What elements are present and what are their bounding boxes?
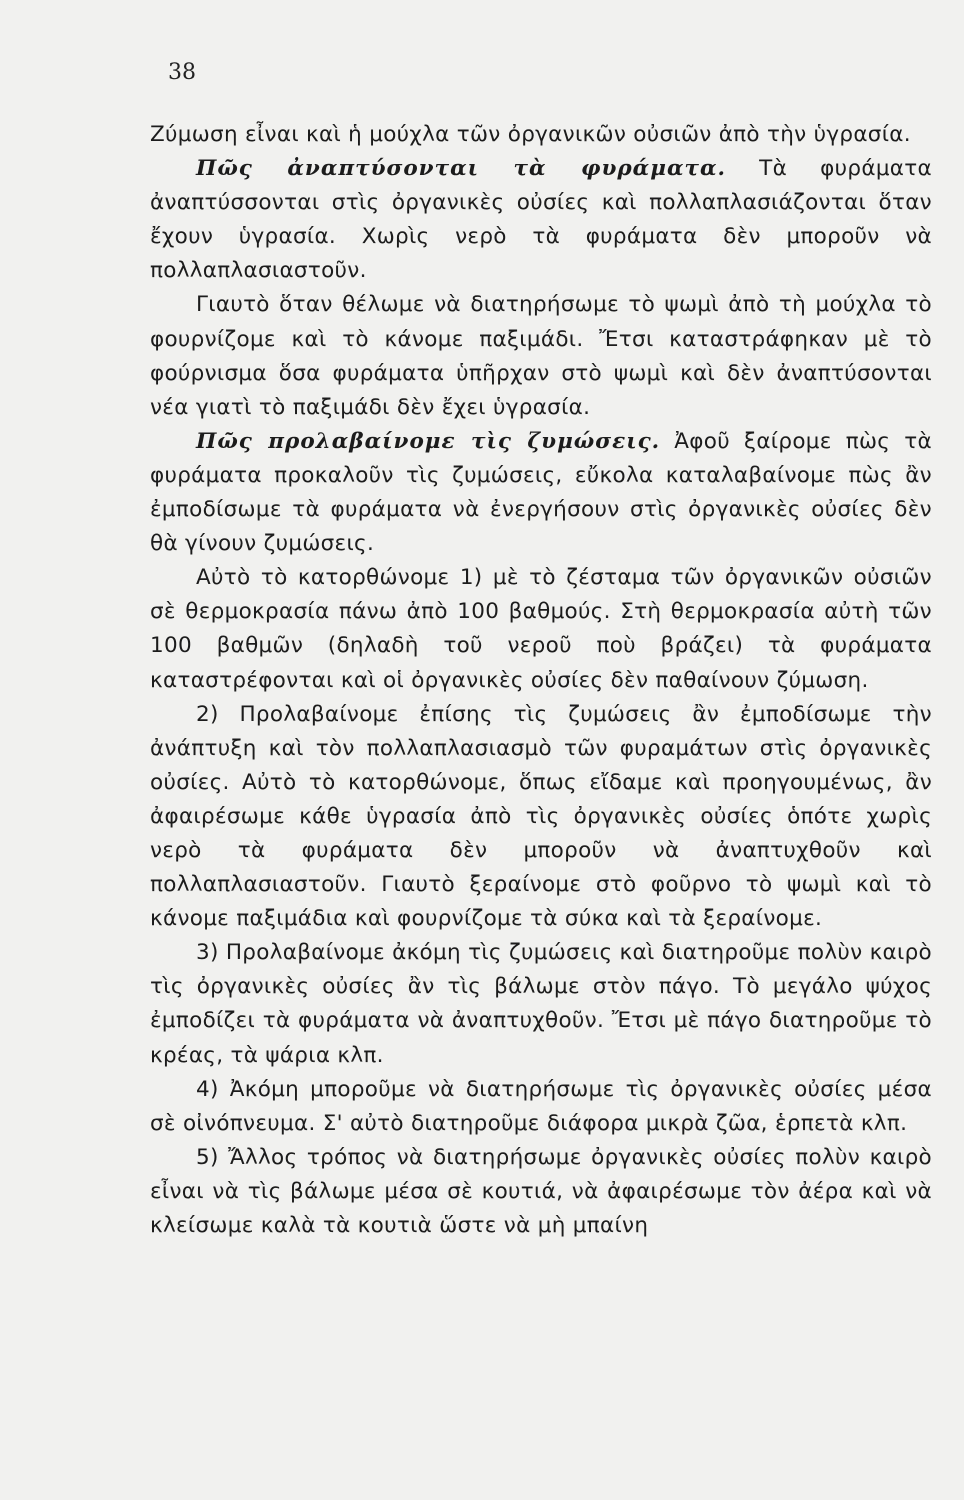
paragraph-bread [150, 288, 932, 424]
paragraph-point-2 [150, 698, 932, 937]
paragraph-text: Γιαυτὸ ὅταν θέλωμε νὰ διατηρήσωμε τὸ ψωμὶ ἀπὸ τὴ μούχλα τὸ φουρνίζομε καὶ τὸ κάνομε παξιμάδι. Ἔτσι καταστράφηκαν μὲ τὸ φούρνισμα ὅσα φυράματα ὑπῆρχαν στὸ ψωμὶ καὶ δὲν ἀναπτύσονται νέα γιατὶ τὸ παξιμάδι δὲν ἔχει ὑγρασία. [150, 292, 932, 420]
paragraph-text: Ἀφοῦ ξαίρομε πὼς τὰ φυράματα προκαλοῦν τὶς ζυμώσεις, εὔκολα καταλαβαίνομε πὼς ἂν ἐμποδίσωμε τὰ φυράματα νὰ ἐνεργήσουν στὶς ὀργανικὲς οὐσίες δὲν θὰ γίνουν ζυμώσεις. [150, 428, 933, 557]
paragraph-text: Τὰ φυράματα ἀναπτύσσονται στὶς ὀργανικὲς οὐσίες καὶ πολλαπλασιάζονται ὅταν ἔχουν ὑγρασία. Χωρὶς νερὸ τὰ φυράματα δὲν μποροῦν νὰ πολλαπλασιαστοῦν. [150, 156, 932, 284]
paragraph-text: 4) Ἀκόμη μποροῦμε νὰ διατηρήσωμε τὶς ὀργανικὲς οὐσίες μέσα σὲ οἰνόπνευμα. Σ' αὐτὸ διατηροῦμε διάφορα μικρὰ ζῶα, ἑρπετὰ κλπ. [150, 1076, 932, 1136]
paragraph-point-5 [150, 1141, 932, 1243]
paragraph-point-3 [150, 936, 932, 1072]
paragraph-point-4 [150, 1073, 932, 1141]
paragraph-text: Ζύμωση εἶναι καὶ ἡ μούχλα τῶν ὀργανικῶν οὐσιῶν ἀπὸ τὴν ὑγρασία. [150, 122, 911, 147]
paragraph-intro [150, 118, 932, 152]
paragraph-text: Αὐτὸ τὸ κατορθώνομε 1) μὲ τὸ ζέσταμα τῶν ὀργανικῶν οὐσιῶν σὲ θερμοκρασία πάνω ἀπὸ 100 βαθμούς. Στὴ θερμοκρασία αὐτὴ τῶν 100 βαθμῶν (δηλαδὴ τοῦ νεροῦ ποὺ βράζει) τὰ φυράματα καταστρέφονται καὶ οἱ ὀργανικὲς οὐσίες δὲν παθαίνουν ζύμωση. [150, 565, 932, 693]
section-heading: Πῶς ἀναπτύσονται τὰ φυράματα. [196, 156, 726, 182]
paragraph-enzymes-growth [150, 152, 932, 288]
paragraph-prevention [150, 425, 932, 561]
body-text [150, 118, 932, 1243]
page-number: 38 [168, 60, 196, 85]
section-heading: Πῶς προλαβαίνομε τὶς ζυμώσεις. [196, 428, 661, 454]
paragraph-text: 5) Ἄλλος τρόπος νὰ διατηρήσωμε ὀργανικὲς οὐσίες πολὺν καιρὸ εἶναι νὰ τὶς βάλωμε μέσα σὲ κουτιά, νὰ ἀφαιρέσωμε τὸν ἀέρα καὶ νὰ κλείσωμε καλὰ τὰ κουτιὰ ὥστε νὰ μὴ μπαίνη [150, 1144, 932, 1238]
paragraph-point-1 [150, 561, 932, 697]
paragraph-text: 3) Προλαβαίνομε ἀκόμη τὶς ζυμώσεις καὶ διατηροῦμε πολὺν καιρὸ τὶς ὀργανικὲς οὐσίες ἂν τὶς βάλωμε στὸν πάγο. Τὸ μεγάλο ψύχος ἐμποδίζει τὰ φυράματα νὰ ἀναπτυχθοῦν. Ἔτσι μὲ πάγο διατηροῦμε τὸ κρέας, τὰ ψάρια κλπ. [150, 940, 932, 1068]
paragraph-text: 2) Προλαβαίνομε ἐπίσης τὶς ζυμώσεις ἂν ἐμποδίσωμε τὴν ἀνάπτυξη καὶ τὸν πολλαπλασιασμὸ τῶν φυραμάτων στὶς ὀργανικὲς οὐσίες. Αὐτὸ τὸ κατορθώνομε, ὅπως εἴδαμε καὶ προηγουμένως, ἂν ἀφαιρέσωμε κάθε ὑγρασία ἀπὸ τὶς ὀργανικὲς οὐσίες ὁπότε χωρὶς νερὸ τὰ φυράματα δὲν μποροῦν νὰ ἀναπτυχθοῦν καὶ πολλαπλασιαστοῦν. Γιαυτὸ ξεραίνομε στὸ φοῦρνο τὸ ψωμὶ καὶ τὸ κάνομε παξιμάδια καὶ φουρνίζομε τὰ σύκα καὶ τὰ ξεραίνομε. [150, 701, 932, 932]
